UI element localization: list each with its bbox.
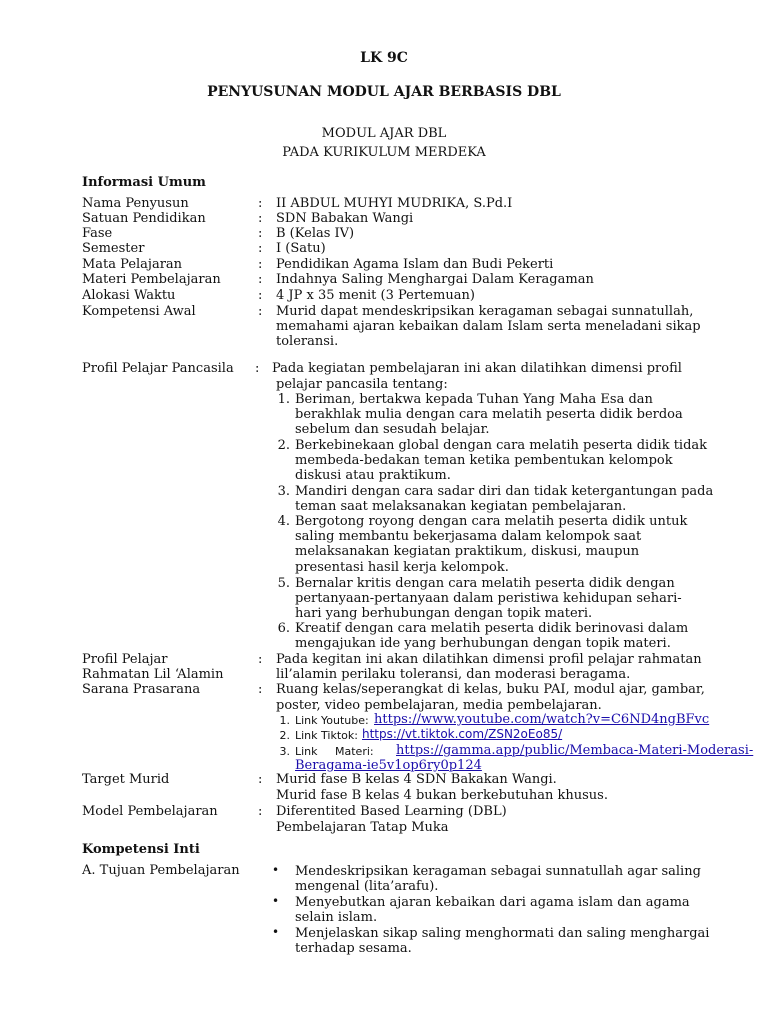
tujuan-item-line: Menjelaskan sikap saling menghormati dan saling menghargai [295, 926, 710, 941]
bullet: • [272, 863, 280, 877]
document-title: PENYUSUNAN MODUL AJAR BERBASIS DBL [207, 84, 561, 100]
value-alokasi-waktu: 4 JP x 35 menit (3 Pertemuan) [276, 288, 475, 303]
list-number: 3. [279, 745, 290, 758]
colon: : [258, 241, 263, 256]
section-heading-informasi-umum: Informasi Umum [82, 175, 206, 190]
profil-item-line: teman saat melaksanakan kegiatan pembelajaran. [295, 499, 627, 514]
profil-item-line: berakhlak mulia dengan cara melatih peserta didik berdoa [295, 407, 683, 422]
bullet: • [272, 925, 280, 939]
colon: : [258, 257, 263, 272]
value-kompetensi-awal-line: Murid dapat mendeskripsikan keragaman sebagai sunnatullah, [276, 304, 694, 319]
label-mata-pelajaran: Mata Pelajaran [82, 257, 183, 272]
list-number: 5. [277, 576, 290, 591]
label-nama-penyusun: Nama Penyusun [82, 196, 189, 211]
value-kompetensi-awal-line: memahami ajaran kebaikan dalam Islam serta meneladani sikap [276, 319, 701, 334]
label-model-pembelajaran: Model Pembelajaran [82, 804, 218, 819]
profil-item-line: diskusi atau praktikum. [295, 468, 451, 483]
label-fase: Fase [82, 226, 113, 241]
profil-item-line: Beriman, bertakwa kepada Tuhan Yang Maha Esa dan [295, 392, 653, 407]
list-number: 4. [277, 514, 290, 529]
label-semester: Semester [82, 241, 145, 256]
sarana-line: Ruang kelas/seperangkat di kelas, buku PAI, modul ajar, gambar, [276, 682, 705, 697]
colon: : [258, 211, 263, 226]
link-tiktok[interactable]: https://vt.tiktok.com/ZSN2oEo85/ [362, 727, 563, 741]
link-materi-label: Link Materi: [295, 745, 374, 758]
colon: : [258, 304, 263, 319]
target-line: Murid fase B kelas 4 bukan berkebutuhan khusus. [276, 788, 608, 803]
profil-item-line: presentasi hasil kerja kelompok. [295, 560, 509, 575]
value-materi-pembelajaran: Indahnya Saling Menghargai Dalam Keragaman [276, 272, 594, 287]
profil-item-line: hari yang berhubungan dengan topik materi. [295, 606, 593, 621]
document-subtitle-2: PADA KURIKULUM MERDEKA [282, 145, 486, 160]
value-semester: I (Satu) [276, 241, 326, 256]
label-materi-pembelajaran: Materi Pembelajaran [82, 272, 221, 287]
tujuan-item-line: Menyebutkan ajaran kebaikan dari agama islam dan agama [295, 895, 690, 910]
value-nama-penyusun: II ABDUL MUHYI MUDRIKA, S.Pd.I [276, 196, 513, 211]
document-code: LK 9C [360, 50, 408, 66]
tujuan-item-line: selain islam. [295, 910, 378, 925]
label-satuan-pendidikan: Satuan Pendidikan [82, 211, 206, 226]
profil-item-line: Bernalar kritis dengan cara melatih peserta didik dengan [295, 576, 675, 591]
label-target-murid: Target Murid [82, 772, 170, 787]
label-alokasi-waktu: Alokasi Waktu [82, 288, 176, 303]
label-tujuan-pembelajaran: A. Tujuan Pembelajaran [82, 863, 240, 878]
target-line: Murid fase B kelas 4 SDN Bakakan Wangi. [276, 772, 557, 787]
list-number: 6. [277, 621, 290, 636]
model-line: Pembelajaran Tatap Muka [276, 820, 449, 835]
link-materi-continued[interactable]: Beragama-ie5v1op6ry0p124 [295, 758, 482, 773]
profil-item-line: sebelum dan sesudah belajar. [295, 422, 490, 437]
profil-item-line: Mandiri dengan cara sadar diri dan tidak ketergantungan pada [295, 484, 714, 499]
label-profil-pelajar-pancasila: Profil Pelajar Pancasila [82, 361, 234, 376]
colon: : [258, 196, 263, 211]
profil-item-line: Berkebinekaan global dengan cara melatih peserta didik tidak [295, 438, 708, 453]
value-satuan-pendidikan: SDN Babakan Wangi [276, 211, 414, 226]
value-kompetensi-awal-line: toleransi. [276, 334, 339, 349]
label-sarana-prasarana: Sarana Prasarana [82, 682, 201, 697]
colon: : [255, 361, 260, 376]
list-number: 1. [277, 392, 290, 407]
link-youtube[interactable]: https://www.youtube.com/watch?v=C6ND4ngBFvc [374, 712, 710, 727]
section-heading-kompetensi-inti: Kompetensi Inti [82, 842, 200, 857]
rahmatan-line: Pada kegitan ini akan dilatihkan dimensi profil pelajar rahmatan [276, 652, 702, 667]
profil-item-line: mengajukan ide yang berhubungan dengan topik materi. [295, 636, 671, 651]
bullet: • [272, 894, 280, 908]
label-profil-pelajar: Profil Pelajar [82, 652, 168, 667]
colon: : [258, 272, 263, 287]
colon: : [258, 772, 263, 787]
link-tiktok-label: Link Tiktok: [295, 729, 358, 742]
colon: : [258, 226, 263, 241]
document-subtitle-1: MODUL AJAR DBL [321, 126, 447, 141]
colon: : [258, 288, 263, 303]
value-mata-pelajaran: Pendidikan Agama Islam dan Budi Pekerti [276, 257, 554, 272]
list-number: 1. [279, 714, 290, 727]
profil-item-line: Kreatif dengan cara melatih peserta didik berinovasi dalam [295, 621, 689, 636]
list-number: 2. [277, 438, 290, 453]
tujuan-item-line: mengenal (lita’arafu). [295, 879, 439, 894]
tujuan-item-line: Mendeskripsikan keragaman sebagai sunnatullah agar saling [295, 864, 701, 879]
list-number: 2. [279, 729, 290, 742]
profil-item-line: Bergotong royong dengan cara melatih peserta didik untuk [295, 514, 688, 529]
link-youtube-label: Link Youtube: [295, 714, 369, 727]
colon: : [258, 804, 263, 819]
label-kompetensi-awal: Kompetensi Awal [82, 304, 196, 319]
value-fase: B (Kelas IV) [276, 226, 355, 241]
profil-item-line: pertanyaan-pertanyaan dalam peristiwa kehidupan sehari- [295, 591, 682, 606]
profil-intro-line: Pada kegiatan pembelajaran ini akan dilatihkan dimensi profil [272, 361, 682, 376]
profil-item-line: saling membantu bekerjasama dalam kelompok saat [295, 529, 642, 544]
link-materi[interactable]: https://gamma.app/public/Membaca-Materi-Moderasi- [396, 743, 754, 758]
colon: : [258, 682, 263, 697]
colon: : [258, 652, 263, 667]
profil-item-line: melaksanakan kegiatan praktikum, diskusi, maupun [295, 544, 640, 559]
list-number: 3. [277, 484, 290, 499]
label-rahmatan-lil-alamin: Rahmatan Lil ‘Alamin [82, 667, 224, 682]
sarana-line: poster, video pembelajaran, media pembelajaran. [276, 698, 602, 713]
rahmatan-line: lil’alamin perilaku toleransi, dan moderasi beragama. [276, 667, 631, 682]
tujuan-item-line: terhadap sesama. [295, 941, 412, 956]
profil-intro-line: pelajar pancasila tentang: [276, 377, 448, 392]
model-line: Diferentited Based Learning (DBL) [276, 804, 507, 819]
profil-item-line: membeda-bedakan teman ketika pembentukan kelompok [295, 453, 673, 468]
